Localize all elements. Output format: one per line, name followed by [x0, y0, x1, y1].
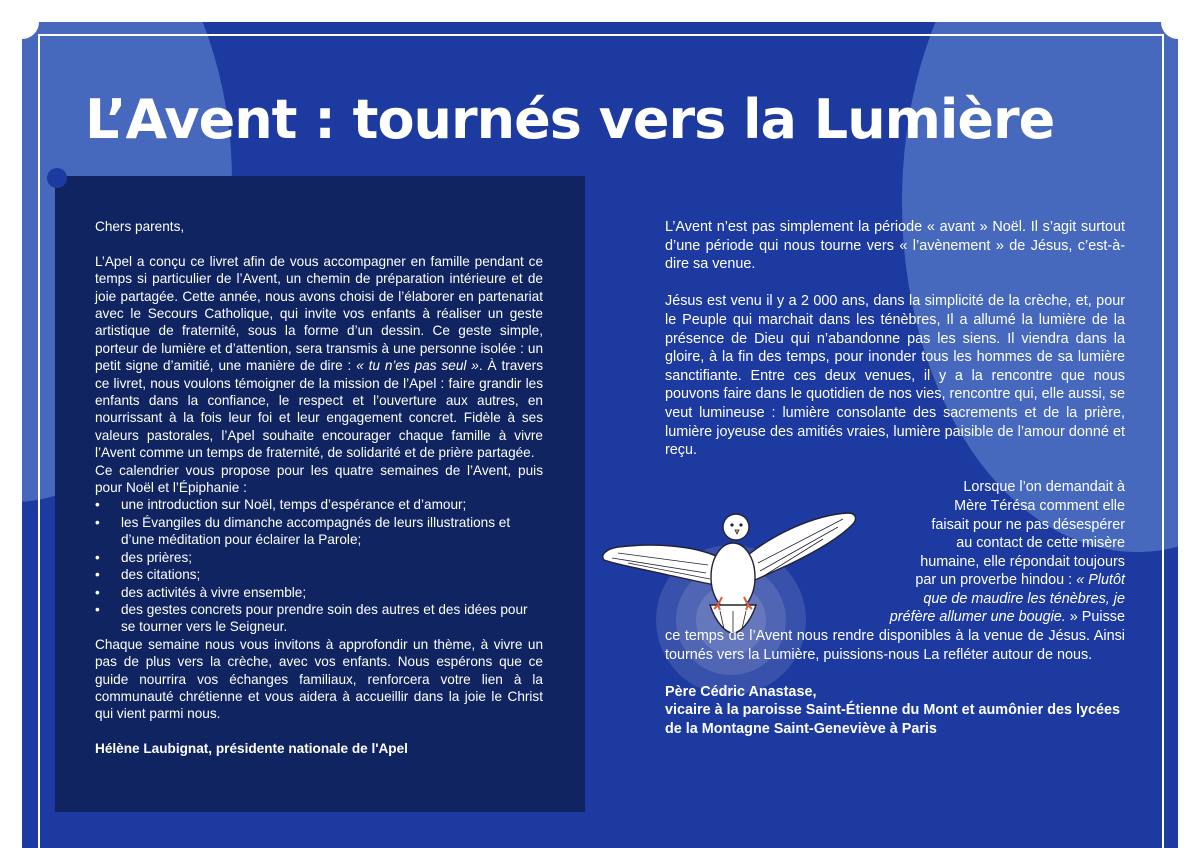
- quote-line: que de maudire les ténèbres, je: [923, 590, 1125, 607]
- right-signature-name: Père Cédric Anastase,: [665, 683, 817, 700]
- text-line: Mère Térésa comment elle: [954, 497, 1125, 514]
- text-line: faisait pour ne pas désespérer: [931, 516, 1125, 533]
- right-text-block: [665, 218, 1125, 739]
- advent-intro: L’Avent n’est pas simplement la période « avant » Noël. Il s’agit surtout d’une période qui nous tourne vers « l’avènement » de Jésus, c’est-à-dire sa venue.: [665, 219, 1125, 273]
- quote-end: » Puisse: [1065, 609, 1125, 626]
- jesus-paragraph: Jésus est venu il y a 2 000 ans, dans la simplicité de la crèche, et, pour le Peuple qui marchait dans les ténèbres, Il a allumé la lumière de la présence de Dieu qui n’abandonne pas les siens. Il viendra dans la gloire, à la fin des temps, pour inonder tous les hommes de sa lumière sanctifiante. Entre ces deux venues, il y a la rencontre que nous pouvons faire dans le quotidien de nos vies, rencontre qui, elle aussi, se veut lumineuse : lumière consolante des sacrements et de la prière, lumière joyeuse des amitiés vraies, lumière paisible de l’amour donné et reçu.: [665, 293, 1125, 459]
- text-line: Lorsque l’on demandait à: [963, 479, 1125, 496]
- greeting: Chers parents,: [95, 219, 185, 234]
- list-item: • les Évangiles du dimanche accompagnés de leurs illustrations et d’une méditation pour éclairer la Parole;: [95, 514, 543, 549]
- left-panel: [55, 176, 585, 812]
- left-signature: Hélène Laubignat, présidente nationale de l'Apel: [95, 741, 408, 757]
- intro-quote: « tu n’es pas seul »: [356, 358, 479, 374]
- left-text-block: [95, 218, 543, 758]
- text-line: [665, 590, 1125, 609]
- list-item: • des citations;: [95, 566, 543, 583]
- proverb-intro: par un proverbe hindou :: [915, 572, 1077, 589]
- contents-list: [95, 496, 543, 635]
- quote-line: « Plutôt: [1076, 572, 1125, 589]
- text-line: humaine, elle répondait toujours: [920, 553, 1125, 570]
- page-title: L’Avent : tournés vers la Lumière: [85, 88, 1055, 151]
- teresa-paragraph-end: ce temps de l’Avent nous rendre disponibles à la venue de Jésus. Ainsi tournés vers la Lumière, puissions-nous La refléter autour de nous.: [665, 628, 1125, 663]
- frame-corner-right: [1161, 5, 1195, 39]
- list-item: • des activités à vivre ensemble;: [95, 584, 543, 601]
- weekly-paragraph: Chaque semaine nous vous invitons à approfondir un thème, à vivre un pas de plus vers la crèche, avec vos enfants. Nous espérons que ce guide nourrira vos échanges familiaux, renforcera votre lien à la communauté chrétienne et vous aidera à accueillir dans la joie le Christ qui vient parmi nous.: [95, 636, 543, 722]
- list-item: • des gestes concrets pour prendre soin des autres et des idées pour se tourner vers le Seigneur.: [95, 601, 543, 636]
- intro-text-end: . À travers ce livret, nous voulons témoigner de la mission de l’Apel : faire grandir les enfants dans la confiance, le respect et l’ouverture aux autres, en nourrissant à la fois leur foi et leur engagement concret. Fidèle à ses valeurs pastorales, l’Apel souhaite encourager chaque famille à vivre l’Avent comme un temps de fraternité, de solidarité et de prière partagée.: [95, 358, 543, 461]
- quote-line: préfère allumer une bougie.: [889, 609, 1066, 626]
- text-line: [665, 571, 1125, 590]
- frame-corner-left: [5, 5, 39, 39]
- intro-paragraph: [95, 253, 543, 462]
- text-line: au contact de cette misère: [956, 535, 1125, 552]
- list-item: • des prières;: [95, 549, 543, 566]
- text-line: [665, 608, 1125, 627]
- right-signature-role: vicaire à la paroisse Saint-Étienne du Mont et aumônier des lycées de la Montagne Saint-Geneviève à Paris: [665, 702, 1121, 738]
- teresa-paragraph-start: [665, 478, 1125, 627]
- list-item: • une introduction sur Noël, temps d’espérance et d’amour;: [95, 496, 543, 513]
- calendar-paragraph: Ce calendrier vous propose pour les quatre semaines de l’Avent, puis pour Noël et l’Épiphanie :: [95, 462, 543, 496]
- intro-text-start: L’Apel a conçu ce livret afin de vous accompagner en famille pendant ce temps si particulier de l’Avent, un chemin de préparation intérieure et de joie partagée. Cette année, nous avons choisi de l’élaborer en partenariat avec le Secours Catholique, qui invite vos enfants à réaliser un geste artistique de fraternité, sous la forme d’un dessin. Ce geste simple, porteur de lumière et d’attention, sera transmis à une personne isolée : un petit signe d’amitié, une manière de dire :: [95, 253, 543, 374]
